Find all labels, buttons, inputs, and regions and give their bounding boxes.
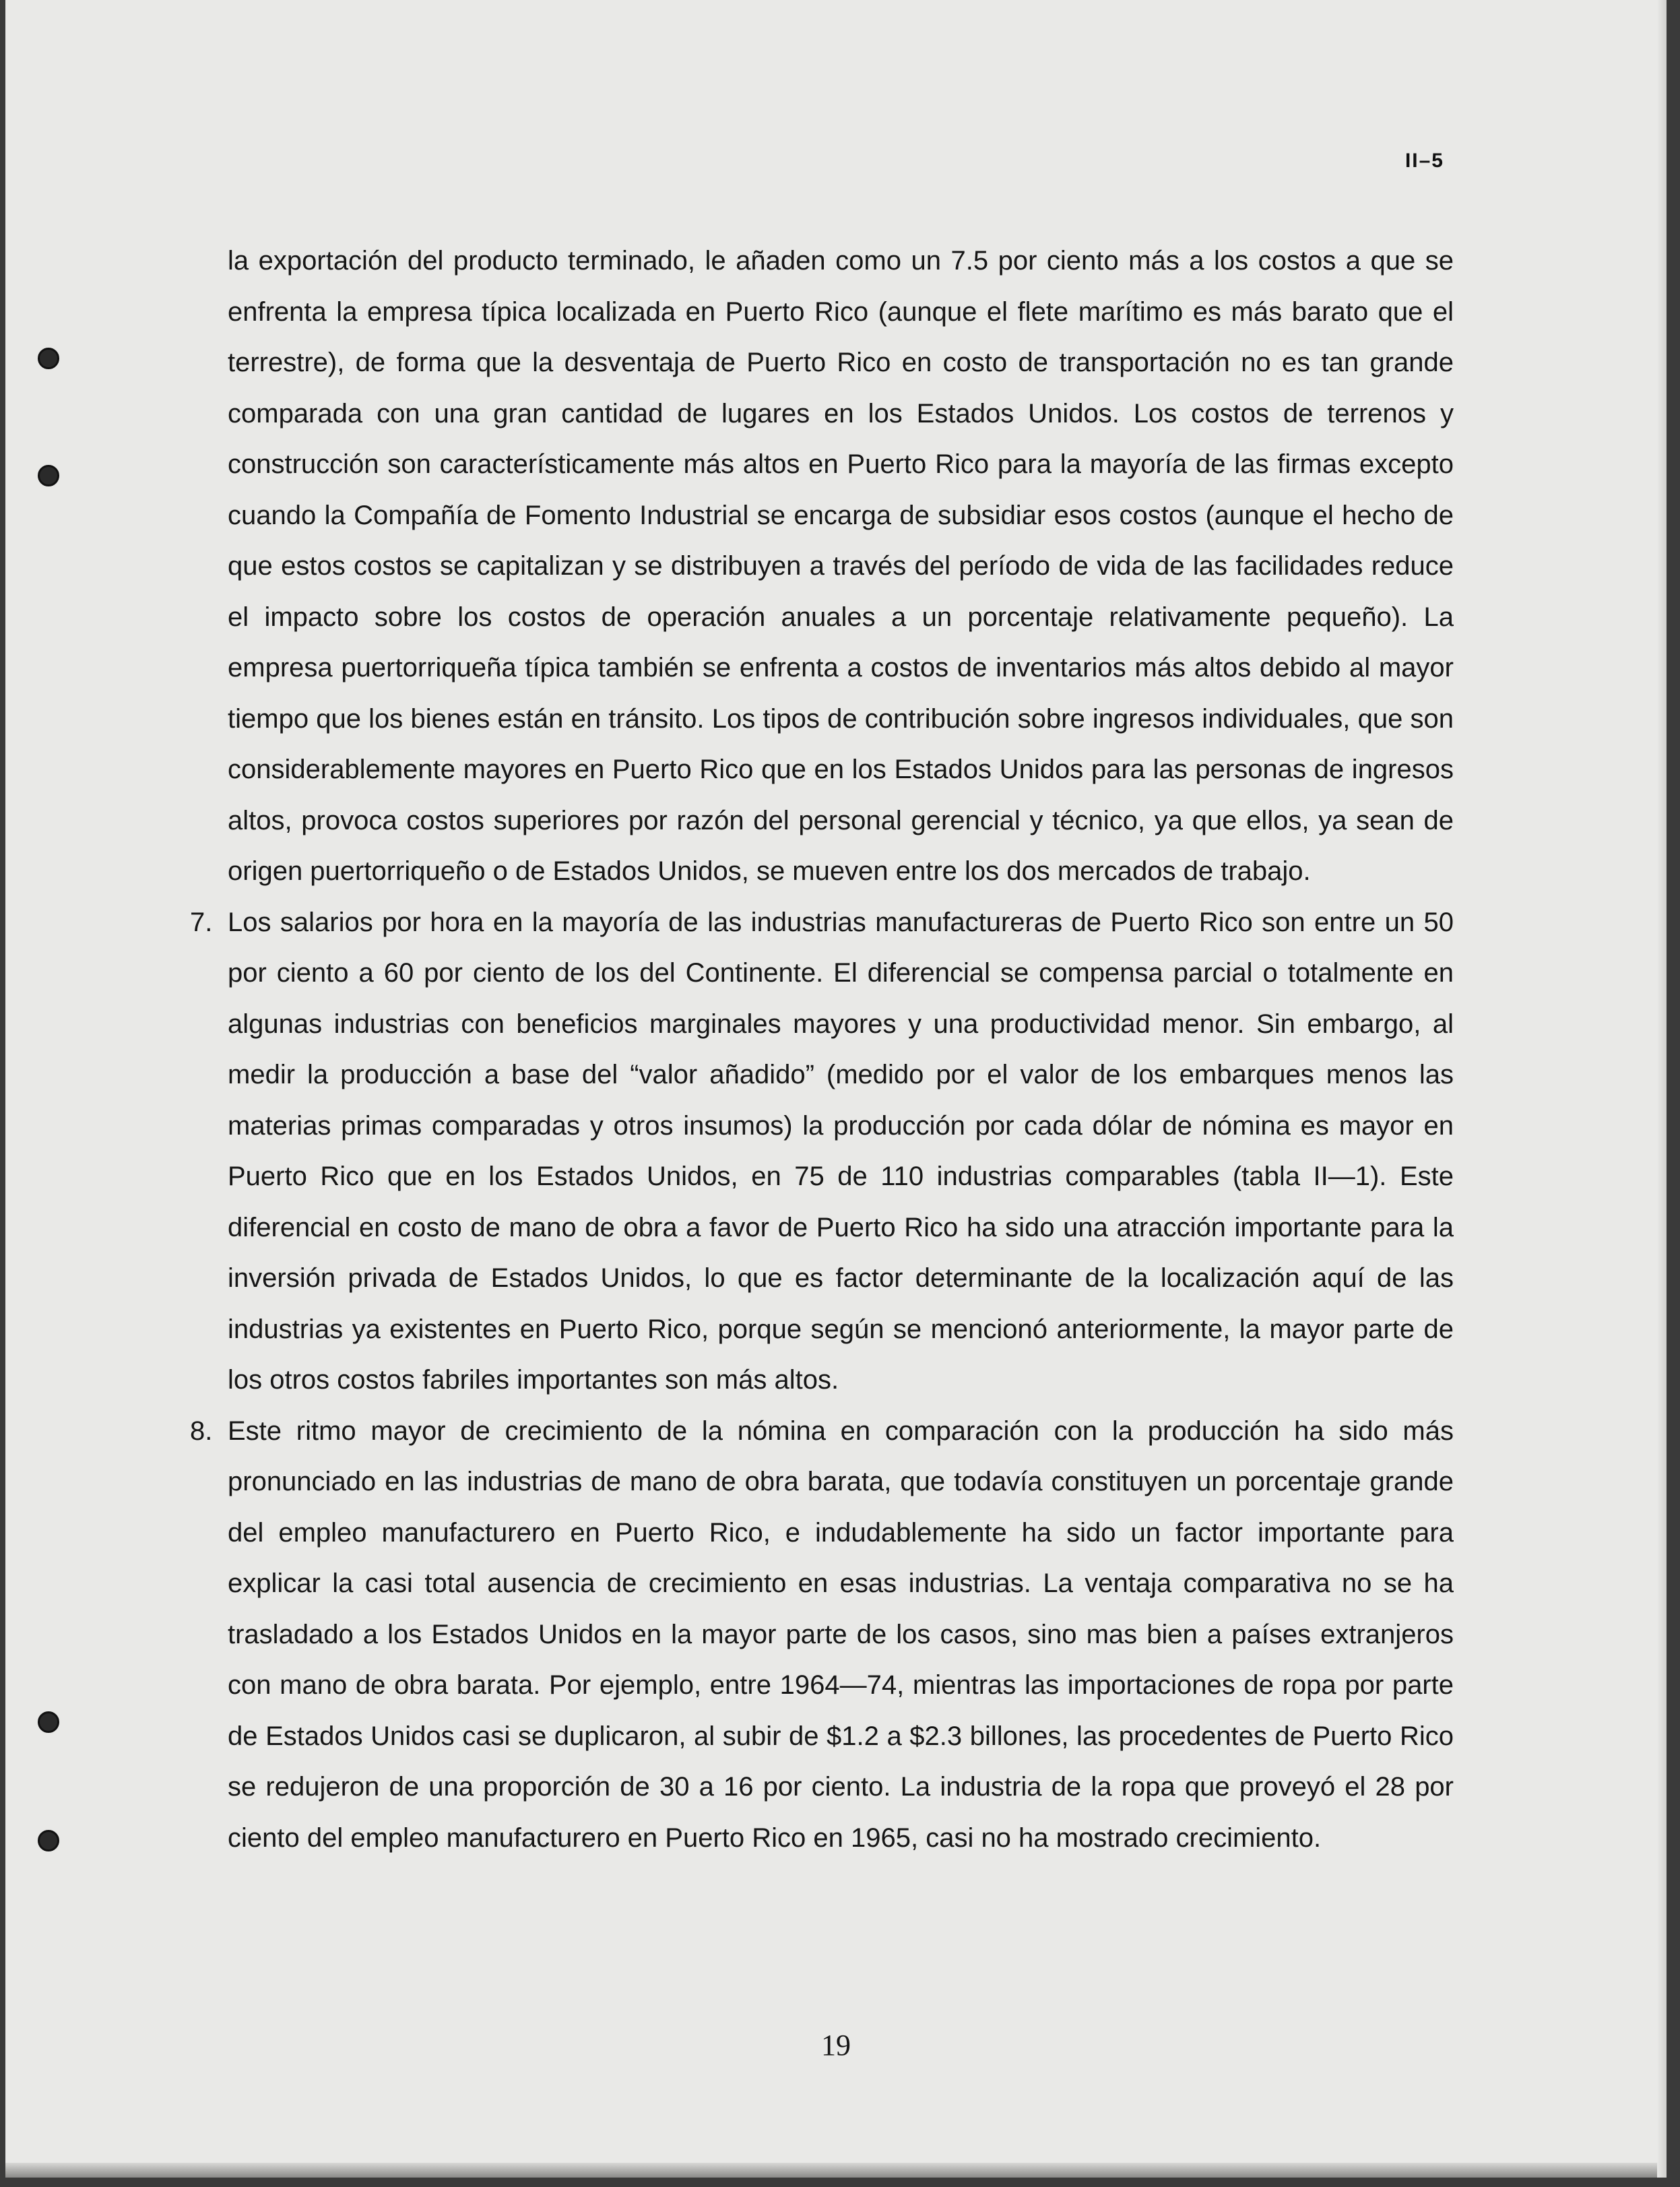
page-code: II–5: [1404, 150, 1444, 172]
numbered-paragraph-7: [190, 897, 1454, 1406]
page-number: 19: [821, 2029, 851, 2062]
binder-hole: [38, 348, 59, 369]
paragraph-number: 8.: [190, 1416, 213, 1446]
binder-hole: [38, 1711, 59, 1733]
paragraph-text: Los salarios por hora en la mayoría de las industrias manufactureras de Puerto Rico son entre un 50 por ciento a 60 por ciento de los del Continente. El diferencial se compensa parcial o totalmente en algunas industrias con beneficios marginales mayores y una productividad menor. Sin embargo, al medir la producción a base del “valor añadido” (medido por el valor de los embarques menos las materias primas comparadas y otros insumos) la producción por cada dólar de nómina es mayor en Puerto Rico que en los Estados Unidos, en 75 de 110 industrias comparables (tabla II—1). Este diferencial en costo de mano de obra a favor de Puerto Rico ha sido una atracción importante para la inversión privada de Estados Unidos, lo que es factor determinante de la localización aquí de las industrias ya existentes en Puerto Rico, porque según se mencionó anteriormente, la mayor parte de los otros costos fabriles importantes son más altos.: [228, 907, 1454, 1395]
binder-hole: [38, 465, 59, 486]
paragraph-continuation: la exportación del producto terminado, le añaden como un 7.5 por ciento más a los costos a que se enfrenta la empresa típica localizada en Puerto Rico (aunque el flete marítimo es más barato que el terrestre), de forma que la desventaja de Puerto Rico en costo de transportación no es tan grande comparada con una gran cantidad de lugares en los Estados Unidos. Los costos de terrenos y construcción son característicamente más altos en Puerto Rico para la mayoría de las firmas excepto cuando la Compañía de Fomento Industrial se encarga de subsidiar esos costos (aunque el hecho de que estos costos se capitalizan y se distribuyen a través del período de vida de las facilidades reduce el impacto sobre los costos de operación anuales a un porcentaje relativamente pequeño). La empresa puertorriqueña típica también se enfrenta a costos de inventarios más altos debido al mayor tiempo que los bienes están en tránsito. Los tipos de contribución sobre ingresos individuales, que son considerablemente mayores en Puerto Rico que en los Estados Unidos para las personas de ingresos altos, provoca costos superiores por razón del personal gerencial y técnico, ya que ellos, ya sean de origen puertorriqueño o de Estados Unidos, se mueven entre los dos mercados de trabajo.: [228, 246, 1454, 886]
paragraph-text: Este ritmo mayor de crecimiento de la nómina en comparación con la producción ha sido más pronunciado en las industrias de mano de obra barata, que todavía constituyen un porcentaje grande del empleo manufacturero en Puerto Rico, e indudablemente ha sido un factor importante para explicar la casi total ausencia de crecimiento en esas industrias. La ventaja comparativa no se ha trasladado a los Estados Unidos en la mayor parte de los casos, sino mas bien a países extranjeros con mano de obra barata. Por ejemplo, entre 1964—74, mientras las importaciones de ropa por parte de Estados Unidos casi se duplicaron, al subir de $1.2 a $2.3 billones, las procedentes de Puerto Rico se redujeron de una proporción de 30 a 16 por ciento. La industria de la ropa que proveyó el 28 por ciento del empleo manufacturero en Puerto Rico en 1965, casi no ha mostrado crecimiento.: [228, 1416, 1454, 1853]
body-text: [190, 236, 1454, 1864]
numbered-paragraph-8: [190, 1406, 1454, 1864]
document-page: [5, 0, 1667, 2178]
page-edge-shadow: [5, 2163, 1667, 2178]
paragraph-number: 7.: [190, 907, 213, 937]
binder-hole: [38, 1830, 59, 1851]
